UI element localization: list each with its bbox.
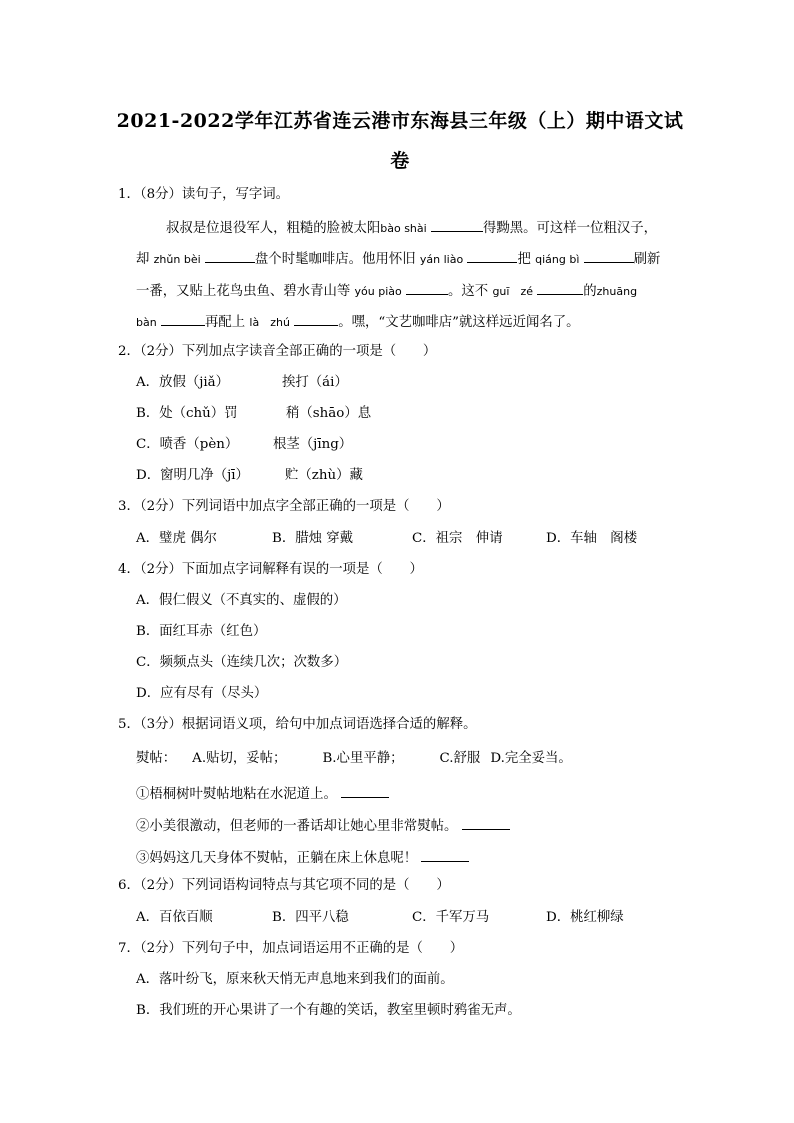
q1-blank-5[interactable] — [406, 281, 448, 295]
q5-answer-blank-2[interactable] — [462, 816, 510, 830]
exam-title-continued: 卷 — [390, 150, 410, 172]
definition-b: B.心里平静； — [322, 751, 404, 766]
q1-blank-1[interactable] — [431, 218, 483, 232]
q1-text: 。嘿，“文艺咖啡店”就这样远近闻名了。 — [338, 315, 580, 330]
q1-blank-3[interactable] — [467, 249, 517, 263]
question-3-option-d[interactable]: D．车轴 阁楼 — [546, 531, 638, 546]
question-2-option-b-word-2: 稍（shāo）息 — [286, 406, 372, 421]
question-7-stem: 7．（2分）下列句子中，加点词语运用不正确的是（ ） — [118, 941, 464, 956]
question-3-option-c[interactable]: C．祖宗 伸请 — [412, 531, 503, 546]
question-5-sentence-3 — [136, 848, 469, 868]
question-4-stem: 4．（2分）下面加点字词解释有误的一项是（ ） — [118, 562, 423, 577]
q1-pinyin-zhunbei: zhǔn bèi — [153, 253, 201, 266]
definition-d: D.完全妥当。 — [490, 751, 572, 766]
question-5-stem: 5．（3分）根据词语义项，给句中加点词语选择合适的解释。 — [118, 717, 477, 732]
q1-text: 。这不 — [448, 284, 489, 299]
definition-label: 熨帖： — [136, 751, 177, 766]
question-2-option-a[interactable]: A．放假（jiǎ） — [136, 375, 230, 390]
question-3-stem: 3．（2分）下列词语中加点字全部正确的一项是（ ） — [118, 499, 450, 514]
question-6-stem: 6．（2分）下列词语构词特点与其它项不同的是（ ） — [118, 878, 450, 893]
question-1-stem: 1．（8分）读句子，写字词。 — [118, 187, 290, 202]
question-5-sentence-2 — [136, 816, 510, 836]
q1-text: 再配上 — [204, 315, 246, 330]
question-4-option-c[interactable]: C．频频点头（连续几次；次数多） — [136, 655, 348, 670]
question-5-definitions — [136, 750, 572, 768]
question-4-option-a[interactable]: A．假仁假义（不真实的、虚假的） — [136, 593, 347, 608]
question-6-option-d[interactable]: D．桃红柳绿 — [546, 910, 624, 925]
q1-text: 得黝黑。可这样一位粗汉子， — [482, 221, 658, 236]
q1-pinyin-guize: guī zé — [492, 285, 533, 298]
q1-pinyin-yanliao: yán liào — [419, 253, 464, 266]
q1-pinyin-zhuang: zhuāng — [596, 285, 638, 298]
question-7-option-b[interactable]: B．我们班的开心果讲了一个有趣的笑话，教室里顿时鸦雀无声。 — [136, 1003, 521, 1018]
question-5-sentence-1 — [136, 784, 389, 804]
q1-blank-4[interactable] — [584, 249, 634, 263]
question-6-option-c[interactable]: C．千军万马 — [412, 910, 490, 925]
question-4-option-d[interactable]: D．应有尽有（尽头） — [136, 686, 268, 701]
q1-pinyin-baoshai: bào shài — [380, 222, 427, 235]
q1-text: 一番，又贴上花鸟虫鱼、碧水青山等 — [136, 284, 351, 299]
q1-pinyin-youpiao: yóu piào — [354, 285, 402, 298]
q1-blank-2[interactable] — [205, 249, 255, 263]
q1-blank-7[interactable] — [161, 312, 205, 326]
question-2-option-b[interactable]: B．处（chǔ）罚 — [136, 406, 238, 421]
question-3-option-b[interactable]: B．腊烛 穿戴 — [272, 531, 354, 546]
question-6-option-b[interactable]: B．四平八稳 — [272, 910, 349, 925]
q1-pinyin-qiangbi: qiáng bì — [535, 253, 580, 266]
question-2-option-c[interactable]: C．喷香（pèn） — [136, 437, 239, 452]
q1-pinyin-lazhu: là zhú — [249, 316, 290, 329]
q1-text: 刷新 — [633, 252, 661, 267]
question-6-option-a[interactable]: A．百依百顺 — [136, 910, 213, 925]
question-2-option-d-word-2: 贮（zhù）藏 — [285, 468, 363, 483]
sentence-text: ②小美很激动，但老师的一番话却让她心里非常熨帖。 — [136, 819, 458, 834]
sentence-text: ③妈妈这几天身体不熨帖，正躺在床上休息呢！ — [136, 851, 418, 866]
question-2-option-c-word-2: 根茎（jīng） — [273, 437, 353, 452]
q1-text: 的 — [583, 284, 597, 299]
definition-a: A.贴切，妥帖； — [192, 751, 287, 766]
question-1-line-2 — [136, 249, 660, 269]
question-1-line-4 — [136, 312, 580, 332]
question-2-option-a-word-2: 挨打（ái） — [282, 375, 348, 390]
question-2-option-d[interactable]: D．窗明几净（jī） — [136, 468, 249, 483]
q1-text: 把 — [517, 252, 531, 267]
question-1-line-1 — [166, 218, 657, 238]
q1-blank-8[interactable] — [294, 312, 338, 326]
q1-pinyin-ban: bàn — [136, 316, 157, 329]
question-1-line-3 — [136, 281, 637, 301]
question-2-stem: 2．（2分）下列加点字读音全部正确的一项是（ ） — [118, 344, 437, 359]
q5-answer-blank-3[interactable] — [421, 848, 469, 862]
exam-title: 2021-2022学年江苏省连云港市东海县三年级（上）期中语文试 — [116, 110, 684, 132]
sentence-text: ①梧桐树叶熨帖地粘在水泥道上。 — [136, 787, 337, 802]
q5-answer-blank-1[interactable] — [341, 784, 389, 798]
q1-text: 叔叔是位退役军人，粗糙的脸被太阳 — [166, 221, 381, 236]
q1-blank-6[interactable] — [537, 281, 583, 295]
question-7-option-a[interactable]: A．落叶纷飞，原来秋天悄无声息地来到我们的面前。 — [136, 972, 454, 987]
definition-c: C.舒服 — [439, 751, 481, 766]
question-3-option-a[interactable]: A．璧虎 偶尔 — [136, 531, 217, 546]
q1-text: 盘个时髦咖啡店。他用怀旧 — [254, 252, 416, 267]
question-4-option-b[interactable]: B．面红耳赤（红色） — [136, 624, 267, 639]
q1-text: 却 — [136, 252, 150, 267]
